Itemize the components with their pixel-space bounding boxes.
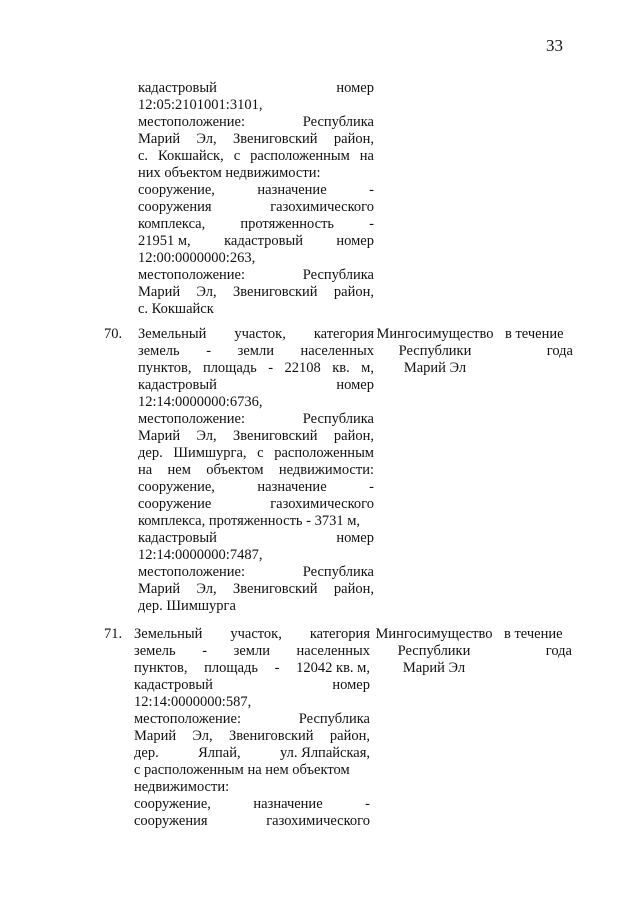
word: назначение (257, 182, 327, 198)
entry-71-term (504, 626, 572, 660)
text-line (134, 643, 370, 660)
word: газохимического (270, 199, 374, 215)
word: площадь (204, 660, 258, 676)
word: Марий (134, 728, 177, 744)
word: пунктов, (138, 360, 192, 376)
entry-70-description (138, 326, 374, 615)
owner-line: Мингосимущество (376, 326, 494, 342)
word: м, (361, 360, 374, 376)
word: них объектом недвижимости: (138, 165, 321, 181)
text-line (134, 660, 370, 677)
word: категория (309, 626, 370, 642)
text-line (134, 796, 370, 813)
text-line (134, 728, 370, 745)
text-line (138, 284, 374, 301)
text-line (138, 462, 374, 479)
text-line (138, 428, 374, 445)
word: местоположение: (138, 411, 245, 427)
owner-line: Республики (397, 643, 471, 659)
word: сооружения (138, 199, 212, 215)
word: - (369, 216, 374, 232)
word: кв. (332, 360, 350, 376)
text-line (134, 779, 370, 796)
word: кадастровый (134, 677, 213, 693)
text-line (138, 80, 374, 97)
word: - (369, 182, 374, 198)
word: газохимического (266, 813, 370, 829)
word: ул. Ялпайская, (280, 745, 370, 761)
word: Шимшурга, (173, 445, 247, 461)
text-line (138, 301, 374, 318)
word: Марий (138, 428, 181, 444)
term-line: в течение (504, 626, 563, 642)
word: район, (333, 581, 374, 597)
word: 12:14:0000000:6736, (138, 394, 263, 410)
word: Республика (298, 711, 370, 727)
word: объектом (206, 462, 264, 478)
text-line (138, 581, 374, 598)
word: Марий (138, 581, 181, 597)
word: Республика (302, 411, 374, 427)
text-line (138, 394, 374, 411)
word: местоположение: (138, 114, 245, 130)
word: Республика (302, 267, 374, 283)
text-line (138, 598, 374, 615)
word: Республика (302, 564, 374, 580)
word: Эл, (196, 581, 217, 597)
text-line (138, 343, 374, 360)
word: 12:14:0000000:7487, (138, 547, 263, 563)
word: номер (336, 80, 374, 96)
word: Республика (302, 114, 374, 130)
entry-71-owner (369, 626, 499, 677)
word: с расположенным на нем объектом (134, 762, 350, 778)
word: земли (237, 343, 274, 359)
text-line (138, 131, 374, 148)
word: с. Кокшайск (138, 301, 214, 317)
word: сооружение, (138, 479, 215, 495)
entry-70-owner (370, 326, 500, 377)
word: Звениговский (232, 581, 318, 597)
word: кадастровый (138, 530, 217, 546)
word: 12:14:0000000:587, (134, 694, 252, 710)
text-line (138, 233, 374, 250)
word: газохимического (270, 496, 374, 512)
word: сооружение, (138, 182, 215, 198)
text-line (134, 813, 370, 830)
text-line (138, 250, 374, 267)
word: - (268, 360, 274, 376)
word: - (365, 796, 370, 812)
text-line (134, 762, 370, 779)
word: 12:05:2101001:3101, (138, 97, 263, 113)
word: населенных (300, 343, 374, 359)
text-line (138, 377, 374, 394)
text-line (138, 267, 374, 284)
text-line (138, 165, 374, 182)
text-line (138, 360, 374, 377)
word: номер (332, 677, 370, 693)
word: номер (336, 233, 374, 249)
word: сооружения (134, 813, 208, 829)
word: назначение (253, 796, 323, 812)
term-line: года (545, 643, 572, 659)
word: кадастровый (138, 377, 217, 393)
word: дер. (138, 445, 163, 461)
word: местоположение: (138, 564, 245, 580)
word: - (202, 643, 208, 659)
word: с. (138, 148, 149, 164)
text-line (138, 564, 374, 581)
word: участок, (234, 326, 286, 342)
entry-71-number: 71. (104, 626, 123, 642)
word: назначение (257, 479, 327, 495)
text-line (138, 530, 374, 547)
text-line (138, 411, 374, 428)
text-line (134, 626, 370, 643)
owner-line: Республики (398, 343, 472, 359)
word: номер (336, 377, 374, 393)
word: номер (336, 530, 374, 546)
text-line (138, 479, 374, 496)
word: кадастровый (138, 80, 217, 96)
word: земель (138, 343, 180, 359)
owner-line: Мингосимущество (375, 626, 493, 642)
word: Звениговский (232, 284, 318, 300)
text-line (134, 694, 370, 711)
word: дер. Шимшурга (138, 598, 236, 614)
word: Эл, (196, 284, 217, 300)
word: район, (333, 428, 374, 444)
word: Эл, (192, 728, 213, 744)
text-line (138, 513, 374, 530)
word: 12:00:0000000:263, (138, 250, 256, 266)
word: недвижимости: (278, 462, 374, 478)
text-line (138, 148, 374, 165)
word: Эл, (196, 131, 217, 147)
text-line (138, 445, 374, 462)
word: 21951 м, (138, 233, 191, 249)
word: кадастровый (224, 233, 303, 249)
word: дер. (134, 745, 159, 761)
entry-70-number: 70. (104, 326, 123, 342)
text-line (134, 745, 370, 762)
word: район, (333, 284, 374, 300)
word: район, (329, 728, 370, 744)
word: расположенным (274, 445, 374, 461)
text-line (138, 547, 374, 564)
owner-line: Марий Эл (402, 660, 466, 676)
word: комплекса, протяженность - 3731 м, (138, 513, 361, 529)
term-line: года (546, 343, 573, 359)
word: Звениговский (232, 428, 318, 444)
text-line (138, 216, 374, 233)
entry-71-description (134, 626, 370, 830)
word: Ялпай, (198, 745, 241, 761)
word: категория (313, 326, 374, 342)
word: протяженность (240, 216, 335, 232)
continuation-description (138, 80, 374, 318)
word: местоположение: (138, 267, 245, 283)
word: земель (134, 643, 176, 659)
word: сооружение, (134, 796, 211, 812)
word: - (369, 479, 374, 495)
word: Звениговский (228, 728, 314, 744)
word: с (257, 445, 264, 461)
text-line (138, 97, 374, 114)
word: Земельный (134, 626, 203, 642)
word: Марий (138, 284, 181, 300)
word: пунктов, (134, 660, 188, 676)
text-line (138, 496, 374, 513)
owner-line: Марий Эл (403, 360, 467, 376)
text-line (134, 711, 370, 728)
text-line (138, 114, 374, 131)
word: комплекса, (138, 216, 206, 232)
word: Кокшайск, (158, 148, 224, 164)
entry-70-term (505, 326, 573, 360)
page-number: 33 (546, 36, 563, 55)
word: 12042 кв. м, (296, 660, 370, 676)
word: с (233, 148, 241, 164)
word: - (206, 343, 212, 359)
term-line: в течение (505, 326, 564, 342)
text-line (138, 326, 374, 343)
word: земли (233, 643, 270, 659)
word: расположенным (250, 148, 350, 164)
word: площадь (202, 360, 257, 376)
word: Звениговский (232, 131, 318, 147)
word: район, (333, 131, 374, 147)
word: населенных (296, 643, 370, 659)
word: сооружение (138, 496, 212, 512)
text-line (138, 199, 374, 216)
word: Эл, (196, 428, 217, 444)
word: - (274, 660, 280, 676)
word: участок, (230, 626, 282, 642)
word: на (138, 462, 153, 478)
word: недвижимости: (134, 779, 230, 795)
text-line (138, 182, 374, 199)
word: 22108 (284, 360, 321, 376)
text-line (134, 677, 370, 694)
word: Марий (138, 131, 181, 147)
word: на (359, 148, 374, 164)
word: Земельный (138, 326, 207, 342)
word: местоположение: (134, 711, 241, 727)
word: нем (167, 462, 191, 478)
